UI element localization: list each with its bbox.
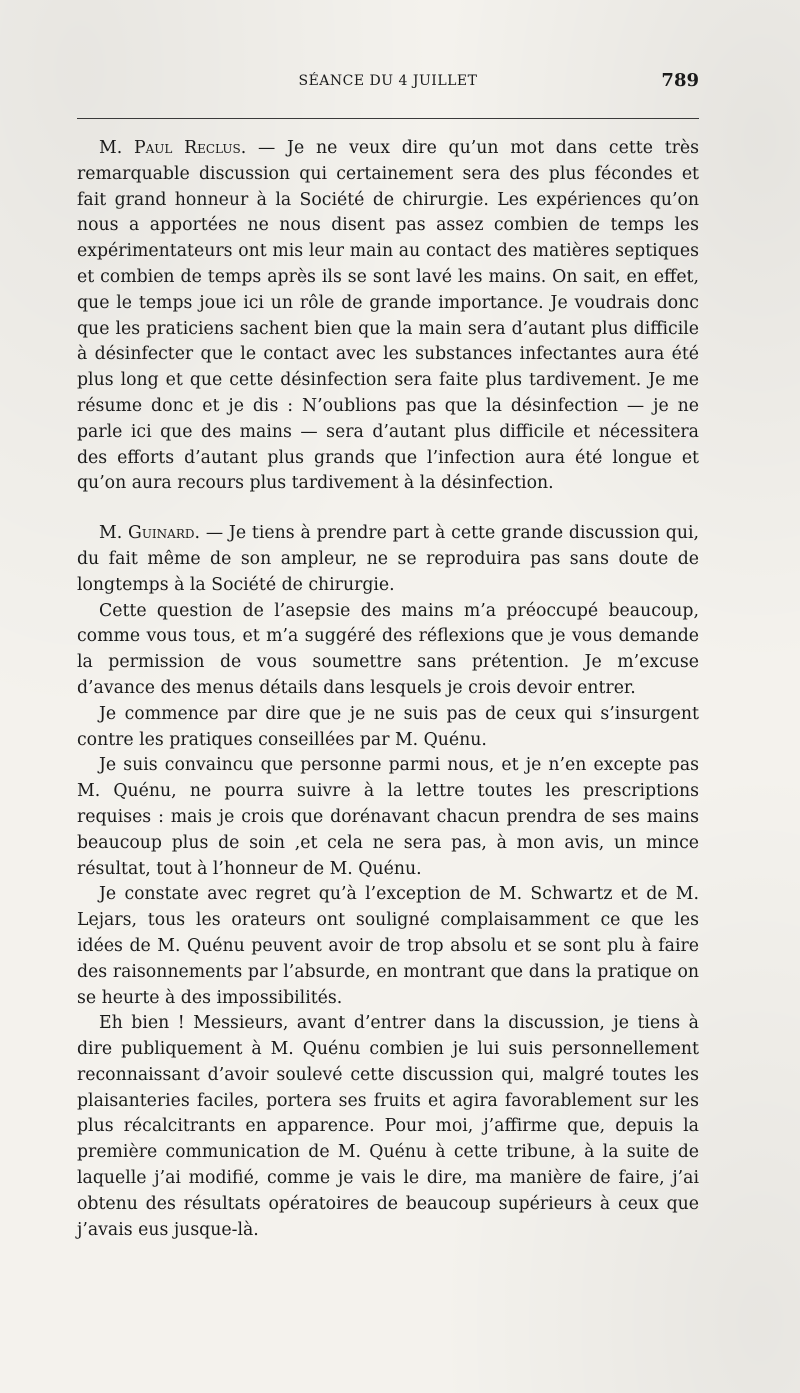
paragraph-guinard-3: Je commence par dire que je ne suis pas de ceux qui s’insurgent contre les pratiques conseillées par M. Quénu. [77, 703, 699, 750]
body-text [77, 136, 699, 1243]
section-gap [77, 497, 699, 521]
paragraph-reclus [77, 136, 699, 497]
paragraph-guinard-5: Je constate avec regret qu’à l’exception de M. Schwartz et de M. Lejars, tous les orateurs ont souligné complaisamment ce que les idées de M. Quénu peuvent avoir de trop absolu et se sont plu à faire des raisonnements par l’absurde, en montrant que dans la pratique on se heurte à des impossibilités. [77, 884, 699, 1008]
paragraph-guinard-6: Eh bien ! Messieurs, avant d’entrer dans la discussion, je tiens à dire publiquement à M. Quénu combien je lui suis personnellement reconnaissant d’avoir soulevé cette discussion qui, malgré toutes les plaisanteries faciles, portera ses fruits et agira favorablement sur les plus récalcitrants en apparence. Pour moi, j’affirme que, depuis la première communication de M. Quénu à cette tribune, à la suite de laquelle j’ai modifié, comme je vais le dire, ma manière de faire, j’ai obtenu des résultats opératoires de beaucoup supérieurs à ceux que j’avais eus jusque-là. [77, 1013, 699, 1240]
running-title: SÉANCE DU 4 JUILLET [298, 73, 478, 89]
running-head [77, 70, 699, 92]
paragraph-text: — Je tiens à prendre part à cette grande discussion qui, du fait même de son ampleur, ne se reproduira pas sans doute de longtemps à la Société de chirurgie. [77, 523, 699, 595]
paragraph-guinard-1 [77, 521, 699, 598]
paragraph-text: — Je ne veux dire qu’un mot dans cette très remarquable discussion qui certainement sera des plus fécondes et fait grand honneur à la Société de chirurgie. Les expériences qu’on nous a apportées ne nous disent pas assez combien de temps les expérimentateurs ont mis leur main au contact des matières septiques et combien de temps après ils se sont lavé les mains. On sait, en effet, que le temps joue ici un rôle de grande importance. Je voudrais donc que les praticiens sachent bien que la main sera d’autant plus difficile à désinfecter que le contact avec les substances infectantes aura été plus long et que cette désinfection sera faite plus tardivement. Je me résume donc et je dis : N’oublions pas que la désinfection — je ne parle ici que des mains — sera d’autant plus difficile et nécessitera des efforts d’autant plus grands que l’infection aura été longue et qu’on aura recours plus tardivement à la désinfection. [77, 138, 699, 494]
paragraph-guinard-4: Je suis convaincu que personne parmi nous, et je n’en excepte pas M. Quénu, ne pourra suivre à la lettre toutes les prescriptions requises : mais je crois que dorénavant chacun prendra de ses mains beaucoup plus de soin ,et cela ne sera pas, à mon avis, un mince résultat, tout à l’honneur de M. Quénu. [77, 755, 699, 879]
speaker-name: M. Guinard. [99, 523, 200, 544]
speaker-name: M. Paul Reclus. [99, 138, 247, 158]
page-number: 789 [661, 70, 699, 91]
header-rule [77, 118, 699, 119]
paragraph-guinard-2: Cette question de l’asepsie des mains m’a préoccupé beaucoup, comme vous tous, et m’a suggéré des réflexions que je vous demande la permission de vous soumettre sans prétention. Je m’excuse d’avance des menus détails dans lesquels je crois devoir entrer. [77, 600, 699, 698]
